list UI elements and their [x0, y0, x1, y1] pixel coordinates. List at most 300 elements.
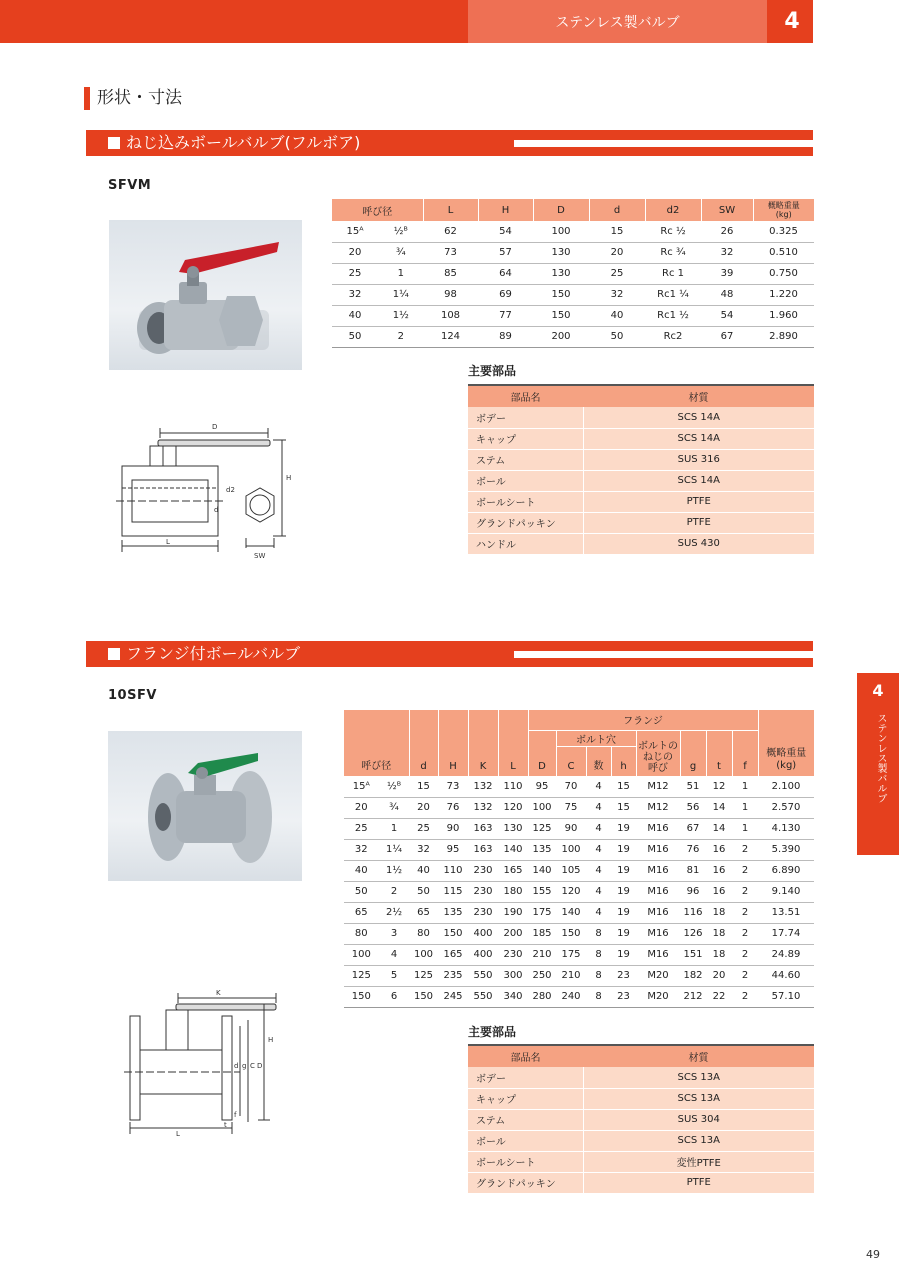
table-cell: 126: [680, 923, 706, 944]
parts-row: [468, 1067, 814, 1088]
table-cell: 125: [528, 818, 556, 839]
table-row: [332, 242, 815, 263]
table-cell: 96: [680, 881, 706, 902]
table-cell: 15: [409, 776, 438, 797]
product-photo-10sfv: [108, 731, 302, 881]
col-nominal: 呼び径: [344, 710, 410, 776]
dimension-drawing-10sfv: [120, 986, 290, 1136]
table-cell: 32: [409, 839, 438, 860]
table-cell: 1: [732, 776, 758, 797]
table-cell: 250: [528, 965, 556, 986]
table-cell: 2: [379, 881, 409, 902]
table-row: [344, 902, 815, 923]
table-cell: 2.570: [758, 797, 814, 818]
table-cell: 2: [732, 902, 758, 923]
table-cell: M16: [636, 902, 680, 923]
col-K: K: [468, 710, 498, 776]
parts-row: [468, 512, 814, 533]
table-cell: 2: [732, 965, 758, 986]
table-row: [332, 326, 815, 347]
table-cell: 18: [706, 944, 732, 965]
table-cell: 120: [498, 797, 528, 818]
chapter-side-tab[interactable]: [857, 673, 899, 855]
parts-row: [468, 1172, 814, 1193]
chapter-header: [0, 0, 813, 43]
table-cell: 280: [528, 986, 556, 1007]
part-material: PTFE: [583, 1172, 814, 1193]
table-cell: 163: [468, 839, 498, 860]
table-cell: ½ᴮ: [379, 776, 409, 797]
table-cell: 76: [680, 839, 706, 860]
part-material: SCS 13A: [583, 1130, 814, 1151]
chapter-label: ステンレス製バルブ: [468, 0, 767, 43]
table-cell: 116: [680, 902, 706, 923]
parts-row: [468, 1088, 814, 1109]
table-cell: Rc ¾: [645, 242, 701, 263]
table-cell: M16: [636, 839, 680, 860]
table-cell: M16: [636, 923, 680, 944]
product-banner-sfvm: [86, 130, 813, 156]
col-d: d: [409, 710, 438, 776]
table-cell: 44.60: [758, 965, 814, 986]
table-cell: 4: [586, 839, 611, 860]
table-row: [344, 818, 815, 839]
label-D: D: [257, 1062, 263, 1070]
table-cell: 180: [498, 881, 528, 902]
table-cell: 1¼: [379, 839, 409, 860]
table-cell: 64: [478, 263, 533, 284]
table-cell: 2: [379, 326, 423, 347]
label-SW: SW: [254, 552, 266, 560]
table-row: [344, 965, 815, 986]
part-name: キャップ: [468, 428, 583, 449]
table-cell: 19: [611, 881, 636, 902]
table-cell: 175: [556, 944, 586, 965]
table-cell: 151: [680, 944, 706, 965]
table-cell: 95: [438, 839, 468, 860]
part-material: SUS 304: [583, 1109, 814, 1130]
table-cell: 32: [589, 284, 645, 305]
page-number: 49: [866, 1248, 880, 1261]
col-D: D: [528, 730, 556, 776]
table-cell: 400: [468, 923, 498, 944]
table-cell: 19: [611, 923, 636, 944]
table-cell: 1: [732, 818, 758, 839]
table-row: [344, 944, 815, 965]
table-cell: 65: [344, 902, 380, 923]
part-name: ボールシート: [468, 491, 583, 512]
table-cell: 300: [498, 965, 528, 986]
part-material: SUS 316: [583, 449, 814, 470]
table-cell: 200: [533, 326, 589, 347]
parts-col-name: 部品名: [468, 1045, 583, 1067]
col-nominal: 呼び径: [332, 199, 424, 221]
table-cell: 200: [498, 923, 528, 944]
table-row: [332, 305, 815, 326]
table-row: [344, 860, 815, 881]
label-d: d: [214, 506, 219, 514]
table-cell: 2: [732, 986, 758, 1007]
product-photo-sfvm: [109, 220, 302, 370]
table-cell: 9.140: [758, 881, 814, 902]
table-cell: 19: [611, 902, 636, 923]
part-name: キャップ: [468, 1088, 583, 1109]
table-cell: M12: [636, 776, 680, 797]
table-cell: 230: [498, 944, 528, 965]
parts-row: [468, 533, 814, 554]
table-cell: 8: [586, 986, 611, 1007]
col-f: f: [732, 730, 758, 776]
part-name: ボデー: [468, 407, 583, 428]
table-row: [332, 263, 815, 284]
table-cell: 4: [586, 860, 611, 881]
table-cell: 0.750: [753, 263, 814, 284]
table-cell: 0.325: [753, 221, 814, 242]
table-cell: Rc 1: [645, 263, 701, 284]
table-cell: 25: [344, 818, 380, 839]
spec-table-body: [332, 221, 815, 347]
label-L: L: [176, 1130, 180, 1136]
part-name: グランドパッキン: [468, 1172, 583, 1193]
parts-row: [468, 491, 814, 512]
table-cell: 6: [379, 986, 409, 1007]
table-cell: 210: [556, 965, 586, 986]
table-cell: 140: [498, 839, 528, 860]
banner-title: ねじ込みボールバルブ(フルボア): [126, 133, 361, 152]
parts-row: [468, 1130, 814, 1151]
table-cell: 14: [706, 818, 732, 839]
table-cell: 130: [533, 263, 589, 284]
table-cell: 56: [680, 797, 706, 818]
side-tab-number: 4: [872, 681, 884, 700]
table-cell: 65: [409, 902, 438, 923]
table-cell: 230: [468, 881, 498, 902]
table-cell: M20: [636, 965, 680, 986]
table-cell: 132: [468, 776, 498, 797]
dimension-drawing-sfvm: [108, 418, 308, 568]
table-cell: 13.51: [758, 902, 814, 923]
table-cell: 26: [701, 221, 753, 242]
threaded-ball-valve-image: [109, 220, 302, 370]
col-H: H: [438, 710, 468, 776]
table-cell: 20: [344, 797, 380, 818]
table-cell: 132: [468, 797, 498, 818]
part-material: SCS 13A: [583, 1088, 814, 1109]
part-material: SCS 14A: [583, 428, 814, 449]
table-cell: Rc1 ½: [645, 305, 701, 326]
col-SW: SW: [701, 199, 753, 221]
parts-title: 主要部品: [468, 1025, 517, 1039]
table-cell: 6.890: [758, 860, 814, 881]
chapter-number: 4: [784, 9, 800, 34]
table-row: [332, 284, 815, 305]
table-cell: 100: [344, 944, 380, 965]
table-row: [344, 839, 815, 860]
table-cell: 95: [528, 776, 556, 797]
table-cell: 550: [468, 986, 498, 1007]
table-cell: 3: [379, 923, 409, 944]
label-H: H: [268, 1036, 274, 1044]
table-cell: 20: [706, 965, 732, 986]
table-cell: 230: [468, 860, 498, 881]
col-bolt-thread: ボルトの ねじの 呼び: [636, 730, 680, 776]
side-tab-label: ステンレス製バルブ: [875, 713, 886, 803]
part-name: ボール: [468, 1130, 583, 1151]
table-cell: 4: [379, 944, 409, 965]
table-cell: 2.890: [753, 326, 814, 347]
table-cell: 16: [706, 881, 732, 902]
table-cell: 80: [409, 923, 438, 944]
table-cell: 73: [423, 242, 478, 263]
table-cell: 89: [478, 326, 533, 347]
table-cell: 8: [586, 944, 611, 965]
part-material: PTFE: [583, 491, 814, 512]
table-cell: 19: [611, 944, 636, 965]
parts-col-name: 部品名: [468, 385, 583, 407]
table-cell: 210: [528, 944, 556, 965]
table-cell: 105: [556, 860, 586, 881]
table-cell: 2: [732, 881, 758, 902]
table-cell: 2: [732, 839, 758, 860]
table-cell: 130: [498, 818, 528, 839]
part-name: グランドパッキン: [468, 512, 583, 533]
table-cell: Rc1 ¼: [645, 284, 701, 305]
table-cell: 135: [438, 902, 468, 923]
group-flange: フランジ: [528, 710, 758, 730]
parts-col-material: 材質: [583, 385, 814, 407]
table-cell: 15: [611, 776, 636, 797]
table-cell: 69: [478, 284, 533, 305]
table-cell: 32: [332, 284, 379, 305]
table-cell: 135: [528, 839, 556, 860]
table-row: [344, 776, 815, 797]
table-cell: 50: [589, 326, 645, 347]
table-cell: 150: [409, 986, 438, 1007]
parts-row: [468, 1109, 814, 1130]
table-cell: 110: [438, 860, 468, 881]
table-cell: Rc ½: [645, 221, 701, 242]
table-cell: 4: [586, 881, 611, 902]
table-cell: 16: [706, 860, 732, 881]
table-cell: 98: [423, 284, 478, 305]
table-cell: 32: [701, 242, 753, 263]
label-d: d: [234, 1062, 239, 1070]
col-H: H: [478, 199, 533, 221]
col-count: 数: [586, 746, 611, 776]
table-cell: 1.220: [753, 284, 814, 305]
table-cell: 125: [409, 965, 438, 986]
table-cell: 18: [706, 902, 732, 923]
part-name: ボール: [468, 470, 583, 491]
table-cell: 550: [468, 965, 498, 986]
table-cell: 2: [732, 923, 758, 944]
table-cell: 15: [611, 797, 636, 818]
table-cell: 18: [706, 923, 732, 944]
table-cell: 1: [732, 797, 758, 818]
table-cell: 32: [344, 839, 380, 860]
table-cell: 16: [706, 839, 732, 860]
table-cell: 39: [701, 263, 753, 284]
table-cell: 67: [680, 818, 706, 839]
table-cell: 140: [528, 860, 556, 881]
table-cell: 4: [586, 776, 611, 797]
table-cell: 5: [379, 965, 409, 986]
table-cell: ½ᴮ: [379, 221, 423, 242]
flanged-ball-valve-image: [108, 731, 302, 881]
table-cell: 185: [528, 923, 556, 944]
table-cell: 150: [533, 305, 589, 326]
table-cell: 165: [438, 944, 468, 965]
table-cell: 67: [701, 326, 753, 347]
table-row: [332, 221, 815, 242]
table-cell: 124: [423, 326, 478, 347]
label-d2: d2: [226, 486, 235, 494]
table-cell: 8: [586, 923, 611, 944]
table-cell: 24.89: [758, 944, 814, 965]
parts-row: [468, 470, 814, 491]
table-cell: 100: [556, 839, 586, 860]
spec-table-sfvm: [331, 199, 814, 348]
table-cell: 48: [701, 284, 753, 305]
label-t: t: [224, 1121, 227, 1129]
table-cell: 115: [438, 881, 468, 902]
banner-title: フランジ付ボールバルブ: [126, 644, 301, 663]
col-weight: 概略重量 (kg): [753, 199, 814, 221]
table-cell: M16: [636, 860, 680, 881]
label-C: C: [250, 1062, 255, 1070]
col-D: D: [533, 199, 589, 221]
table-cell: 1¼: [379, 284, 423, 305]
table-cell: 19: [611, 818, 636, 839]
part-material: 変性PTFE: [583, 1151, 814, 1172]
table-cell: 73: [438, 776, 468, 797]
part-name: ステム: [468, 449, 583, 470]
table-cell: 0.510: [753, 242, 814, 263]
col-h: h: [611, 746, 636, 776]
square-bullet-icon: [108, 648, 120, 660]
table-cell: 14: [706, 797, 732, 818]
table-cell: 22: [706, 986, 732, 1007]
table-row: [344, 881, 815, 902]
table-cell: 155: [528, 881, 556, 902]
table-cell: 125: [344, 965, 380, 986]
table-cell: 8: [586, 965, 611, 986]
part-material: SUS 430: [583, 533, 814, 554]
table-cell: Rc2: [645, 326, 701, 347]
table-cell: M16: [636, 818, 680, 839]
table-cell: 150: [556, 923, 586, 944]
table-cell: 182: [680, 965, 706, 986]
table-cell: 4: [586, 818, 611, 839]
table-cell: 80: [344, 923, 380, 944]
table-cell: ¾: [379, 242, 423, 263]
table-cell: 4: [586, 902, 611, 923]
parts-row: [468, 428, 814, 449]
table-cell: 235: [438, 965, 468, 986]
col-C: C: [556, 746, 586, 776]
table-cell: 50: [344, 881, 380, 902]
part-name: ボデー: [468, 1067, 583, 1088]
table-cell: M12: [636, 797, 680, 818]
table-cell: 20: [332, 242, 379, 263]
parts-row: [468, 407, 814, 428]
table-cell: 15ᴬ: [344, 776, 380, 797]
table-cell: 4.130: [758, 818, 814, 839]
table-cell: 150: [438, 923, 468, 944]
table-cell: 400: [468, 944, 498, 965]
label-K: K: [216, 989, 221, 997]
col-weight: 概略重量 (kg): [758, 710, 814, 776]
model-name: SFVM: [108, 178, 152, 193]
table-row: [344, 986, 815, 1007]
table-row: [344, 923, 815, 944]
group-bolt-hole: ボルト穴: [556, 730, 636, 746]
part-name: ボールシート: [468, 1151, 583, 1172]
table-row: [344, 797, 815, 818]
table-cell: 62: [423, 221, 478, 242]
table-cell: M20: [636, 986, 680, 1007]
table-cell: 85: [423, 263, 478, 284]
table-cell: 51: [680, 776, 706, 797]
table-cell: 75: [556, 797, 586, 818]
square-bullet-icon: [108, 137, 120, 149]
table-cell: 120: [556, 881, 586, 902]
table-cell: 100: [528, 797, 556, 818]
model-name: 10SFV: [108, 688, 157, 703]
spec-table-10sfv: [343, 710, 814, 1008]
table-cell: 100: [409, 944, 438, 965]
spec-table-body: [344, 776, 815, 1007]
part-material: SCS 14A: [583, 470, 814, 491]
table-cell: 15: [589, 221, 645, 242]
table-cell: 100: [533, 221, 589, 242]
table-cell: 2½: [379, 902, 409, 923]
parts-row: [468, 449, 814, 470]
table-cell: 110: [498, 776, 528, 797]
parts-table-10sfv: [468, 1044, 814, 1194]
part-material: SCS 14A: [583, 407, 814, 428]
table-cell: 77: [478, 305, 533, 326]
col-L: L: [423, 199, 478, 221]
table-cell: 40: [332, 305, 379, 326]
table-cell: 54: [478, 221, 533, 242]
table-cell: 15ᴬ: [332, 221, 379, 242]
part-name: ステム: [468, 1109, 583, 1130]
part-material: PTFE: [583, 512, 814, 533]
table-cell: 25: [589, 263, 645, 284]
table-cell: 245: [438, 986, 468, 1007]
table-cell: M16: [636, 881, 680, 902]
parts-row: [468, 1151, 814, 1172]
table-cell: 2.100: [758, 776, 814, 797]
table-cell: 23: [611, 965, 636, 986]
table-cell: 90: [556, 818, 586, 839]
table-cell: 230: [468, 902, 498, 923]
table-cell: M16: [636, 944, 680, 965]
table-cell: 54: [701, 305, 753, 326]
table-cell: 165: [498, 860, 528, 881]
parts-col-material: 材質: [583, 1045, 814, 1067]
table-cell: 4: [586, 797, 611, 818]
table-cell: 150: [344, 986, 380, 1007]
label-H: H: [286, 474, 292, 482]
table-cell: 240: [556, 986, 586, 1007]
section-title: 形状・寸法: [84, 87, 182, 110]
table-cell: 130: [533, 242, 589, 263]
table-cell: 50: [332, 326, 379, 347]
part-material: SCS 13A: [583, 1067, 814, 1088]
table-cell: 140: [556, 902, 586, 923]
